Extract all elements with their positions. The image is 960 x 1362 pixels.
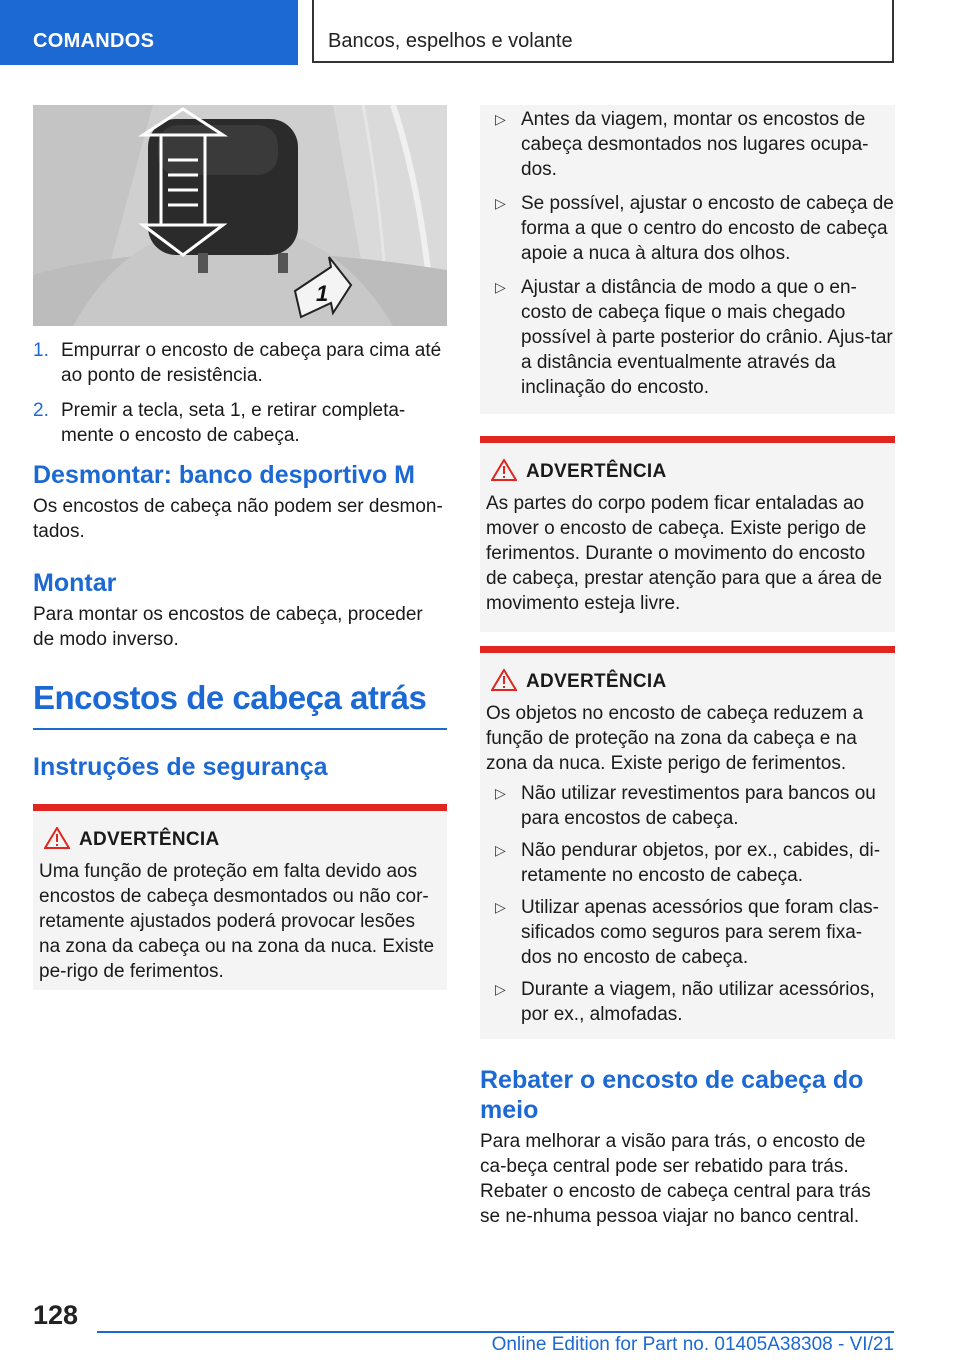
list-item: ▷ Durante a viagem, não utilizar acessórios, por ex., almofadas. <box>495 979 875 1025</box>
rebater-heading: Rebater o encosto de cabeça do meio <box>480 1066 864 1124</box>
edition-note: Online Edition for Part no. 01405A38308 - VI/21 <box>491 1334 894 1355</box>
step-text: Premir a tecla, seta 1, e retirar completa‐mente o encosto de cabeça. <box>61 400 406 446</box>
triangle-bullet-icon: ▷ <box>495 981 506 997</box>
list-item: ▷ Se possível, ajustar o encosto de cabeça de forma a que o centro do encosto de cabeça apoie a nuca à altura dos olhos. <box>495 193 894 264</box>
headrest-illustration <box>33 105 447 326</box>
removal-steps <box>33 338 447 448</box>
warning-text: Os objetos no encosto de cabeça reduzem a função de proteção na zona da cabeça e na zona da nuca. Existe perigo de ferimentos. <box>486 703 864 774</box>
accessory-list <box>480 781 889 1027</box>
step-number: 1. <box>33 340 49 361</box>
warning-triangle-icon <box>44 827 70 849</box>
step-1 <box>33 338 447 388</box>
adjust-list <box>480 107 895 400</box>
warning-label: ADVERTÊNCIA <box>79 829 220 850</box>
warning-triangle-icon <box>491 669 517 691</box>
warning-label: ADVERTÊNCIA <box>526 671 667 692</box>
warning-label: ADVERTÊNCIA <box>526 461 667 482</box>
list-item: ▷ Utilizar apenas acessórios que foram clas‐sificados como seguros para serem fixa‐dos no encosto de cabeça. <box>495 897 879 968</box>
figure-callout: 1 <box>316 281 329 306</box>
chapter-tab <box>0 0 298 65</box>
desmontar-heading: Desmontar: banco desportivo M <box>33 461 415 489</box>
warning-triangle-icon <box>491 459 517 481</box>
montar-body: Para montar os encostos de cabeça, proceder de modo inverso. <box>33 604 423 650</box>
footer-rule <box>97 1331 894 1333</box>
triangle-bullet-icon: ▷ <box>495 279 506 295</box>
title-rule <box>33 728 447 730</box>
montar-heading: Montar <box>33 569 117 597</box>
step-number: 2. <box>33 400 49 421</box>
triangle-bullet-icon: ▷ <box>495 785 506 801</box>
warning-text: Uma função de proteção em falta devido aos encostos de cabeça desmontados ou não cor‐retamente ajustados poderá provocar lesões na zona da cabeça ou na zona da nuca. Existe pe‐rigo de ferimentos. <box>39 861 435 982</box>
list-item: ▷ Não utilizar revestimentos para bancos ou para encostos de cabeça. <box>495 783 876 829</box>
triangle-bullet-icon: ▷ <box>495 111 506 127</box>
headrest-drawing <box>33 105 447 326</box>
triangle-bullet-icon: ▷ <box>495 195 506 211</box>
section-label: Bancos, espelhos e volante <box>328 30 573 52</box>
right-column <box>480 105 895 1229</box>
desmontar-body: Os encostos de cabeça não podem ser desmon‐tados. <box>33 496 443 542</box>
left-column <box>33 105 447 990</box>
warning-box-1 <box>33 804 447 990</box>
adjust-instructions-box <box>480 105 895 414</box>
triangle-bullet-icon: ▷ <box>495 842 506 858</box>
list-item: ▷ Antes da viagem, montar os encostos de cabeça desmontados nos lugares ocupa‐dos. <box>495 109 869 180</box>
list-item: ▷ Ajustar a distância de modo a que o en‐costo de cabeça fique o mais chegado possível à parte posterior do crânio. Ajus‐tar a distância eventualmente através da inclinação do encosto. <box>495 277 893 398</box>
safety-heading: Instruções de segurança <box>33 753 328 781</box>
step-text: Empurrar o encosto de cabeça para cima até ao ponto de resistência. <box>61 340 442 386</box>
warning-box-2 <box>480 436 895 632</box>
section-header <box>312 0 894 63</box>
page-title: Encostos de cabeça atrás <box>33 679 427 716</box>
page-number: 128 <box>33 1300 79 1330</box>
step-2 <box>33 398 447 448</box>
list-item: ▷ Não pendurar objetos, por ex., cabides, di‐retamente no encosto de cabeça. <box>495 840 881 886</box>
triangle-bullet-icon: ▷ <box>495 899 506 915</box>
rebater-body: Para melhorar a visão para trás, o encosto de ca‐beça central pode ser rebatido para trás. Rebater o encosto de cabeça central para trás se ne‐nhuma pessoa viajar no banco central. <box>480 1131 871 1227</box>
warning-box-3 <box>480 646 895 1039</box>
chapter-label: COMANDOS <box>33 30 155 52</box>
warning-text: As partes do corpo podem ficar entaladas ao mover o encosto de cabeça. Existe perigo de ferimentos. Durante o movimento do encosto de cabeça, prestar atenção para que a área de movimento esteja livre. <box>486 493 883 614</box>
